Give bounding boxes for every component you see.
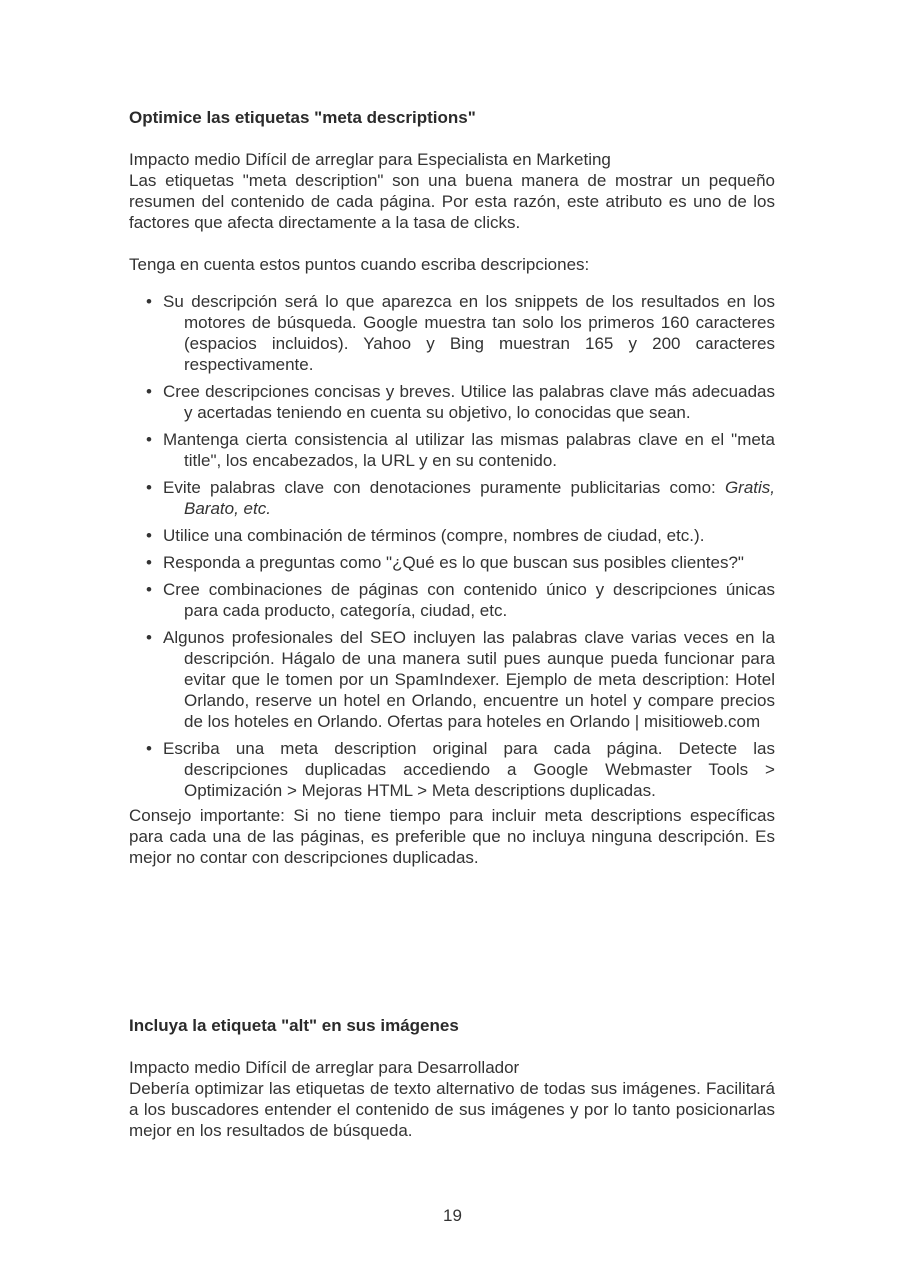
list-item-italic-text: Gratis, Barato, etc. — [184, 478, 775, 518]
list-item-text: Utilice una combinación de términos (compre, nombres de ciudad, etc.). — [163, 526, 705, 545]
bullet-icon: • — [146, 478, 152, 497]
list-item-text: Su descripción será lo que aparezca en los snippets de los resultados en los motores de búsqueda. Google muestra tan solo los primeros 160 caracteres (espacios incluidos). Yahoo y Bing muestran 165 y 200 caracteres respectivamente. — [163, 292, 775, 374]
list-item-text: Evite palabras clave con denotaciones puramente publicitarias como: — [163, 478, 725, 497]
list-item-text: Cree combinaciones de páginas con contenido único y descripciones únicas para cada producto, categoría, ciudad, etc. — [163, 580, 775, 620]
section-meta-descriptions — [129, 107, 775, 868]
list-item — [129, 477, 775, 519]
list-item — [129, 525, 775, 546]
bullet-icon: • — [146, 382, 152, 401]
list-item-text: Escriba una meta description original para cada página. Detecte las descripciones duplicadas accediendo a Google Webmaster Tools > Optimización > Mejoras HTML > Meta descriptions duplicadas. — [163, 739, 775, 800]
list-item — [129, 579, 775, 621]
section-heading: Incluya la etiqueta "alt" en sus imágenes — [129, 1016, 459, 1035]
list-item — [129, 627, 775, 732]
impact-line: Impacto medio Difícil de arreglar para Especialista en Marketing — [129, 150, 611, 169]
bullet-icon: • — [146, 553, 152, 572]
tips-list — [129, 291, 775, 801]
bullet-icon: • — [146, 430, 152, 449]
list-item-text: Mantenga cierta consistencia al utilizar las mismas palabras clave en el "meta title", los encabezados, la URL y en su contenido. — [163, 430, 775, 470]
bullet-icon: • — [146, 628, 152, 647]
list-item-text: Cree descripciones concisas y breves. Utilice las palabras clave más adecuadas y acertadas teniendo en cuenta su objetivo, lo conocidas que sean. — [163, 382, 775, 422]
section-heading: Optimice las etiquetas "meta descriptions" — [129, 108, 476, 127]
section-alt-images — [129, 1015, 775, 1141]
list-item — [129, 429, 775, 471]
list-item — [129, 381, 775, 423]
intro-paragraph: Las etiquetas "meta description" son una buena manera de mostrar un pequeño resumen del contenido de cada página. Por esta razón, este atributo es uno de los factores que afecta directamente a la tasa de clicks. — [129, 171, 775, 232]
list-item-text: Responda a preguntas como "¿Qué es lo que buscan sus posibles clientes?" — [163, 553, 744, 572]
list-item — [129, 552, 775, 573]
tip-paragraph: Consejo importante: Si no tiene tiempo para incluir meta descriptions específicas para cada una de las páginas, es preferible que no incluya ninguna descripción. Es mejor no contar con descripciones duplicadas. — [129, 806, 775, 867]
bullet-icon: • — [146, 580, 152, 599]
list-item-text: Algunos profesionales del SEO incluyen las palabras clave varias veces en la descripción. Hágalo de una manera sutil pues aunque pueda funcionar para evitar que le tomen por un SpamIndexer. Ejemplo de meta description: Hotel Orlando, reserve un hotel en Orlando, encuentre un hotel y compare precios de los hoteles en Orlando. Ofertas para hoteles en Orlando | misitioweb.com — [163, 628, 775, 731]
page-number: 19 — [443, 1206, 462, 1225]
list-item — [129, 291, 775, 375]
bullet-icon: • — [146, 526, 152, 545]
impact-line: Impacto medio Difícil de arreglar para Desarrollador — [129, 1058, 520, 1077]
intro-paragraph: Debería optimizar las etiquetas de texto alternativo de todas sus imágenes. Facilitará a los buscadores entender el contenido de sus imágenes y por lo tanto posicionarlas mejor en los resultados de búsqueda. — [129, 1079, 775, 1140]
lead-paragraph: Tenga en cuenta estos puntos cuando escriba descripciones: — [129, 255, 590, 274]
bullet-icon: • — [146, 292, 152, 311]
bullet-icon: • — [146, 739, 152, 758]
list-item — [129, 738, 775, 801]
